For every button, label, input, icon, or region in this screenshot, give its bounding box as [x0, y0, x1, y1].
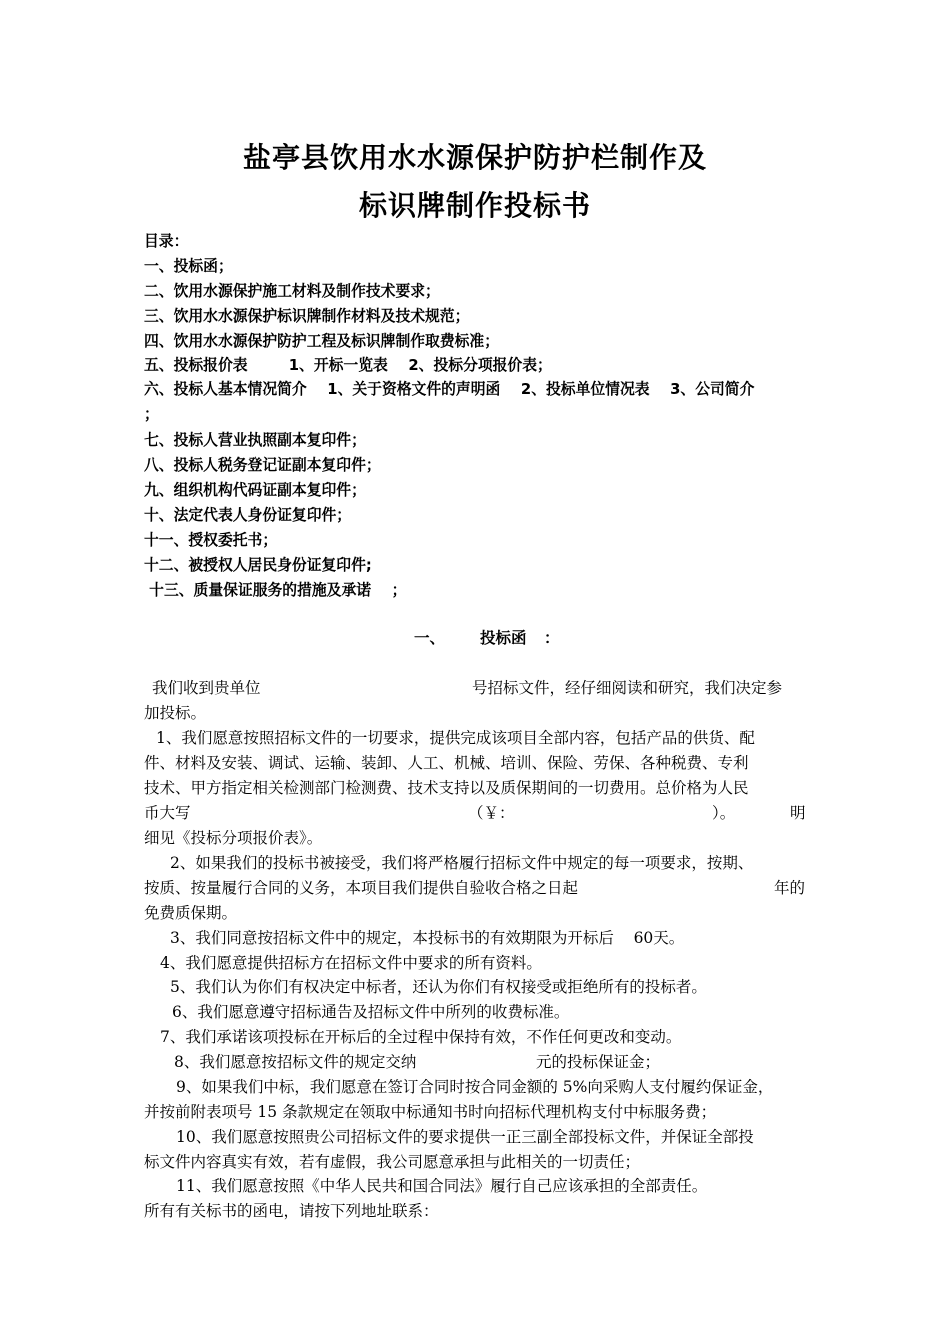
toc-item: 二、饮用水源保护施工材料及制作技术要求； — [144, 282, 440, 300]
letter-closing: 所有有关标书的函电，请按下列地址联系： — [144, 1202, 439, 1220]
section-number: 一、 — [414, 629, 446, 647]
letter-p1-line: 1、我们愿意按照招标文件的一切要求，提供完成该项目全部内容，包括产品的供货、配 — [156, 729, 755, 747]
document-title-line1: 盐亭县饮用水水源保护防护栏制作及 — [242, 141, 707, 174]
letter-p9-line: 并按前附表项号 15 条款规定在领取中标通知书时向招标代理机构支付中标服务费； — [144, 1103, 717, 1121]
toc-item: 四、饮用水水源保护防护工程及标识牌制作取费标准； — [144, 332, 500, 350]
toc-item: 一、投标函； — [144, 257, 233, 275]
section-colon: ： — [544, 629, 560, 647]
letter-p8b: 元的投标保证金； — [536, 1053, 661, 1071]
letter-intro-b: 号招标文件，经仔细阅读和研究，我们决定参 — [472, 679, 783, 697]
letter-p2-line: 2、如果我们的投标书被接受，我们将严格履行招标文件中规定的每一项要求，按期、 — [170, 854, 754, 872]
toc-item: 十、法定代表人身份证复印件； — [144, 506, 352, 524]
toc-item: 九、组织机构代码证副本复印件； — [144, 481, 366, 499]
letter-p4: 4、我们愿意提供招标方在招标文件中要求的所有资料。 — [160, 954, 542, 972]
letter-p1-price-open: （￥： — [468, 804, 515, 822]
letter-p5: 5、我们认为你们有权决定中标者，还认为你们有权接受或拒绝所有的投标者。 — [170, 978, 707, 996]
letter-p2-line: 按质、按量履行合同的义务，本项目我们提供自验收合格之日起 — [144, 879, 579, 897]
letter-p1-line: 技术、甲方指定相关检测部门检测费、技术支持以及质保期间的一切费用。总价格为人民 — [144, 779, 749, 797]
letter-p6: 6、我们愿意遵守招标通告及招标文件中所列的收费标准。 — [172, 1003, 570, 1021]
letter-p3: 3、我们同意按招标文件中的规定，本投标书的有效期限为开标后 60天。 — [170, 929, 685, 947]
letter-p8a: 8、我们愿意按招标文件的规定交纳 — [174, 1053, 417, 1071]
letter-p1-line: 细见《投标分项报价表》。 — [144, 829, 323, 847]
toc-item: 十一、授权委托书； — [144, 531, 278, 549]
toc-item: 八、投标人税务登记证副本复印件； — [144, 456, 381, 474]
letter-p9-line: 9、如果我们中标，我们愿意在签订合同时按合同金额的 5%向采购人支付履约保证金， — [176, 1078, 774, 1096]
letter-p1-price-label: 币大写 — [144, 804, 191, 822]
letter-p1-line: 件、材料及安装、调试、运输、装卸、人工、机械、培训、保险、劳保、各种税费、专利 — [144, 754, 749, 772]
letter-p2-line: 免费质保期。 — [144, 904, 238, 922]
document-title-line2: 标识牌制作投标书 — [358, 189, 591, 222]
letter-p11: 11、我们愿意按照《中华人民共和国合同法》履行自己应该承担的全部责任。 — [176, 1177, 708, 1195]
toc-item: 六、投标人基本情况简介 1、关于资格文件的声明函 2、投标单位情况表 3、公司简介 — [144, 380, 755, 398]
section-title: 投标函 — [480, 629, 527, 647]
letter-p7: 7、我们承诺该项投标在开标后的全过程中保持有效，不作任何更改和变动。 — [160, 1028, 682, 1046]
toc-item: 七、投标人营业执照副本复印件； — [144, 431, 366, 449]
letter-intro-c: 加投标。 — [144, 704, 207, 722]
letter-p1-price-close: ）。 — [712, 804, 736, 822]
toc-item: 十二、被授权人居民身份证复印件; — [144, 556, 372, 574]
toc-heading: 目录： — [144, 232, 189, 250]
letter-intro-a: 我们收到贵单位 — [152, 679, 261, 697]
toc-item: ； — [144, 405, 159, 423]
letter-p10-line: 10、我们愿意按照贵公司招标文件的要求提供一正三副全部投标文件，并保证全部投 — [176, 1128, 754, 1146]
toc-item: 十三、质量保证服务的措施及承诺 ； — [144, 581, 407, 599]
letter-p1-line-end: 明 — [790, 804, 806, 822]
letter-p2-years: 年的 — [774, 879, 806, 897]
toc-item: 五、投标报价表 1、开标一览表 2、投标分项报价表； — [144, 356, 552, 374]
letter-p10-line: 标文件内容真实有效，若有虚假，我公司愿意承担与此相关的一切责任； — [144, 1153, 641, 1171]
toc-item: 三、饮用水水源保护标识牌制作材料及技术规范； — [144, 307, 470, 325]
